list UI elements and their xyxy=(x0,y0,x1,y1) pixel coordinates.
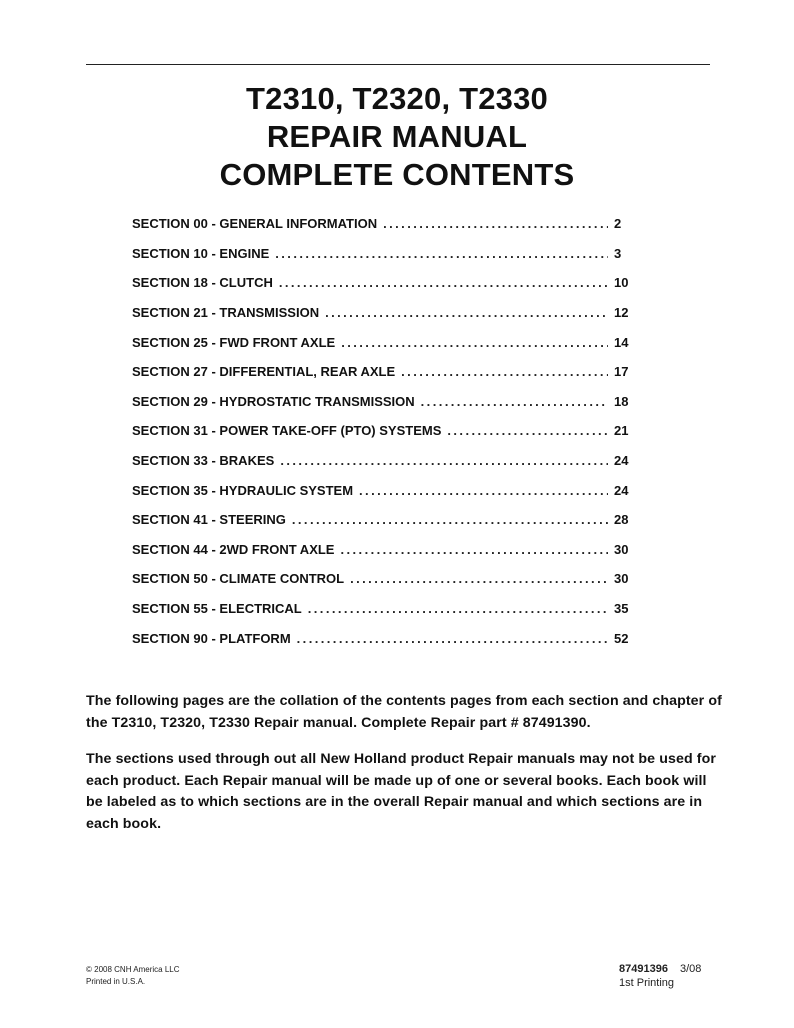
title-complete-contents: COMPLETE CONTENTS xyxy=(219,157,575,192)
toc-leader xyxy=(325,305,608,320)
toc-leader xyxy=(308,601,608,616)
toc-entry[interactable] xyxy=(132,387,642,417)
toc-leader xyxy=(341,335,608,350)
toc-label: SECTION 50 - CLIMATE CONTROL xyxy=(132,571,345,587)
copyright-text: © 2008 CNH America LLC xyxy=(86,965,180,974)
toc-entry[interactable] xyxy=(132,446,642,476)
toc-entry[interactable] xyxy=(132,209,642,239)
toc-entry[interactable] xyxy=(132,535,642,565)
toc-label: SECTION 00 - GENERAL INFORMATION xyxy=(132,216,378,232)
toc-entry[interactable] xyxy=(132,505,642,535)
toc-label: SECTION 90 - PLATFORM xyxy=(132,630,291,646)
toc-leader xyxy=(280,453,608,468)
printed-in-text: Printed in U.S.A. xyxy=(86,977,146,986)
toc-entry[interactable] xyxy=(132,268,642,298)
table-of-contents xyxy=(132,209,642,653)
printing-edition: 1st Printing xyxy=(619,977,675,989)
toc-page: 24 xyxy=(614,453,629,469)
toc-label: SECTION 31 - POWER TAKE-OFF (PTO) SYSTEMS xyxy=(132,423,442,439)
toc-entry[interactable] xyxy=(132,357,642,387)
toc-page: 35 xyxy=(614,601,629,617)
toc-leader xyxy=(292,512,608,527)
toc-page: 30 xyxy=(614,571,629,587)
toc-page: 24 xyxy=(614,482,629,498)
toc-label: SECTION 25 - FWD FRONT AXLE xyxy=(132,334,336,350)
toc-label: SECTION 27 - DIFFERENTIAL, REAR AXLE xyxy=(132,364,396,380)
toc-page: 52 xyxy=(614,630,629,646)
toc-leader xyxy=(340,542,608,557)
part-number-line xyxy=(619,962,701,976)
toc-page: 12 xyxy=(614,305,629,321)
toc-leader xyxy=(421,394,608,409)
toc-label: SECTION 44 - 2WD FRONT AXLE xyxy=(132,541,335,557)
title-repair-manual: REPAIR MANUAL xyxy=(266,119,528,154)
toc-entry[interactable] xyxy=(132,416,642,446)
toc-leader xyxy=(297,631,608,646)
toc-entry[interactable] xyxy=(132,623,642,653)
toc-entry[interactable] xyxy=(132,564,642,594)
toc-entry[interactable] xyxy=(132,298,642,328)
toc-leader xyxy=(279,275,608,290)
toc-page: 3 xyxy=(614,245,622,261)
toc-entry[interactable] xyxy=(132,594,642,624)
print-date: 3/08 xyxy=(679,963,702,975)
toc-entry[interactable] xyxy=(132,239,642,269)
toc-label: SECTION 33 - BRAKES xyxy=(132,453,275,469)
toc-entry[interactable] xyxy=(132,475,642,505)
toc-label: SECTION 41 - STEERING xyxy=(132,512,286,528)
toc-page: 21 xyxy=(614,423,629,439)
title-models: T2310, T2320, T2330 xyxy=(246,81,548,116)
toc-leader xyxy=(401,364,608,379)
toc-page: 14 xyxy=(614,334,629,350)
toc-label: SECTION 18 - CLUTCH xyxy=(132,275,273,291)
toc-leader xyxy=(275,246,608,261)
toc-page: 18 xyxy=(614,393,629,409)
toc-page: 30 xyxy=(614,541,629,557)
part-number: 87491396 xyxy=(619,963,668,975)
toc-page: 28 xyxy=(614,512,629,528)
top-rule xyxy=(86,64,710,65)
toc-label: SECTION 21 - TRANSMISSION xyxy=(132,305,320,321)
sections-paragraph: The sections used through out all New Holland product Repair manuals may not be used for each product. Each Repair manual will be made up of one or several books. Each book will be labeled as to which sections are in the overall Repair manual and which sections are in each book. xyxy=(86,751,716,832)
toc-entry[interactable] xyxy=(132,327,642,357)
toc-page: 2 xyxy=(614,216,622,232)
toc-label: SECTION 35 - HYDRAULIC SYSTEM xyxy=(132,482,354,498)
toc-leader xyxy=(350,571,608,586)
toc-label: SECTION 55 - ELECTRICAL xyxy=(132,601,302,617)
toc-page: 10 xyxy=(614,275,629,291)
collation-paragraph: The following pages are the collation of the contents pages from each section and chapter of the T2310, T2320, T2330 Repair manual. Complete Repair part # 87491390. xyxy=(86,693,722,731)
toc-leader xyxy=(359,483,608,498)
toc-label: SECTION 29 - HYDROSTATIC TRANSMISSION xyxy=(132,393,415,409)
toc-page: 17 xyxy=(614,364,629,380)
document-title xyxy=(0,80,794,194)
footer-left xyxy=(86,964,180,988)
toc-leader xyxy=(447,423,608,438)
toc-label: SECTION 10 - ENGINE xyxy=(132,245,270,261)
toc-leader xyxy=(383,216,608,231)
footer-right xyxy=(619,962,701,990)
